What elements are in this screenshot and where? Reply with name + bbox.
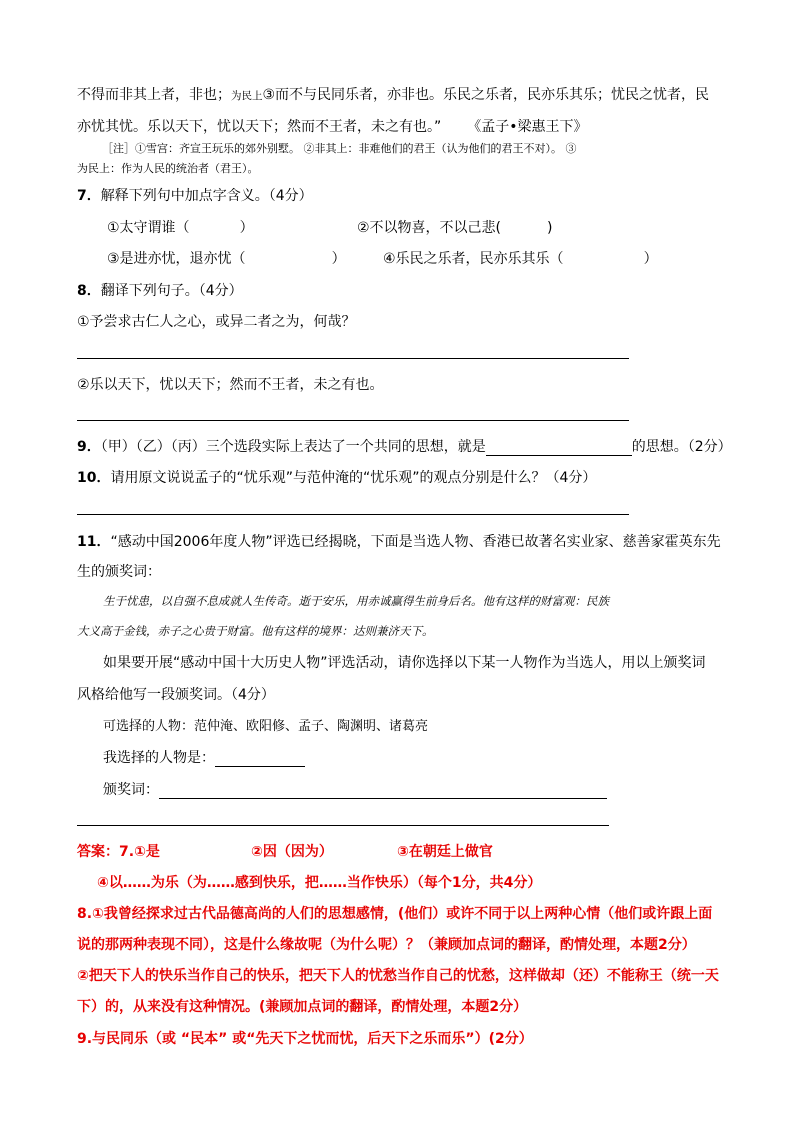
award-quote-line-1: 生于忧患，以自强不息成就人生传奇。逝于安乐，用赤诚赢得生前身后名。他有这样的财富观：民族 bbox=[103, 594, 609, 608]
question-text: 的思想。（2分） bbox=[631, 439, 732, 455]
question-number: 11 bbox=[77, 534, 97, 550]
answer-8-1b: 说的那两种表现不同），这是什么缘故呢（为什么呢）？（兼顾加点词的翻译，酌情处理，本题2分） bbox=[77, 937, 696, 953]
fill-blank[interactable] bbox=[215, 751, 305, 767]
question-text: （甲）（乙）（丙）三个选段实际上表达了一个共同的思想，就是 bbox=[100, 439, 486, 455]
answer-line[interactable] bbox=[77, 358, 629, 359]
answer-line[interactable] bbox=[77, 825, 609, 826]
q7-item-1: ①太守谓谁（ ） bbox=[107, 220, 254, 236]
answer-label: 答案：7. bbox=[77, 844, 135, 860]
q8-sentence-2: ②乐以天下，忧以天下；然而不王者，未之有也。 bbox=[77, 377, 384, 393]
question-10: 10．请用原文说说孟子的“忧乐观”与范仲淹的“忧乐观”的观点分别是什么？（4分） bbox=[77, 470, 597, 486]
q11-award-row bbox=[103, 781, 607, 799]
question-9: 9．（甲）（乙）（丙）三个选段实际上表达了一个共同的思想，就是 的思想。（2分） bbox=[77, 439, 732, 455]
q11-choices: 可选择的人物：范仲淹、欧阳修、孟子、陶渊明、诸葛亮 bbox=[103, 719, 429, 734]
choose-label: 我选择的人物是： bbox=[103, 750, 215, 766]
question-7-title: 7．解释下列句中加点字含义。（4分） bbox=[77, 188, 313, 204]
question-number: 9 bbox=[77, 439, 87, 455]
question-number: 7 bbox=[77, 188, 87, 204]
passage-text: 亦忧其忧。乐以天下，忧以天下；然而不王者，未之有也。” bbox=[77, 119, 442, 135]
answer-7-4: ④以……为乐（为……感到快乐，把……当作快乐）（每个1分，共4分） bbox=[97, 875, 542, 891]
question-number: 10 bbox=[77, 470, 97, 486]
fill-blank[interactable] bbox=[159, 783, 607, 799]
award-quote-line-2: 大义高于金钱，赤子之心贵于财富。他有这样的境界：达则兼济天下。 bbox=[77, 624, 434, 638]
award-label: 颁奖词： bbox=[103, 782, 159, 798]
question-text: “感动中国2006年度人物”评选已经揭晓，下面是当选人物、香港已故著名实业家、慈善家霍英东先 bbox=[110, 534, 721, 550]
q8-sentence-1: ①予尝求古仁人之心，或异二者之为，何哉？ bbox=[77, 314, 356, 330]
question-number: 8 bbox=[77, 283, 87, 299]
fill-blank[interactable] bbox=[486, 440, 632, 456]
passage-line-1 bbox=[77, 86, 709, 105]
answer-7-3: ③在朝廷上做官 bbox=[397, 844, 493, 860]
question-8-title: 8．翻译下列句子。（4分） bbox=[77, 283, 243, 299]
q11-prompt-line-2: 风格给他写一段颁奖词。（4分） bbox=[77, 687, 275, 703]
question-text: 请用原文说说孟子的“忧乐观”与范仲淹的“忧乐观”的观点分别是什么？（4分） bbox=[110, 470, 597, 486]
q7-item-3: ③是进亦忧，退亦忧（ ） bbox=[107, 251, 346, 267]
passage-small-text: 为民上 bbox=[231, 90, 263, 102]
q11-choose-row bbox=[103, 749, 305, 767]
question-text: 翻译下列句子。（4分） bbox=[100, 283, 243, 299]
answer-9: 9.与民同乐（或 “民本” 或“先天下之忧而忧，后天下之乐而乐”）(2分） bbox=[77, 1031, 533, 1047]
passage-line-2 bbox=[77, 118, 588, 136]
passage-text: 不得而非其上者，非也； bbox=[77, 87, 231, 103]
answer-line[interactable] bbox=[77, 514, 629, 515]
answer-line[interactable] bbox=[77, 420, 629, 421]
q7-item-4: ④乐民之乐者，民亦乐其乐（ ） bbox=[383, 251, 658, 267]
note-line-2: 为民上：作为人民的统治者（君王）。 bbox=[77, 162, 259, 175]
answer-8-2a: ②把天下人的快乐当作自己的快乐，把天下人的忧愁当作自己的忧愁，这样做却（还）不能称王（统一天 bbox=[77, 968, 719, 984]
q11-prompt-line-1: 如果要开展“感动中国十大历史人物”评选活动，请你选择以下某一人物作为当选人，用以上颁奖词 bbox=[103, 655, 706, 671]
answer-8-2b: 下）的，从来没有这种情况。(兼顾加点词的翻译，酌情处理，本题2分） bbox=[77, 999, 528, 1015]
q7-item-2: ②不以物喜，不以己悲( ) bbox=[357, 220, 553, 236]
question-11-line-1: 11．“感动中国2006年度人物”评选已经揭晓，下面是当选人物、香港已故著名实业家、慈善家霍英东先 bbox=[77, 534, 721, 550]
answer-7-2: ②因（因为） bbox=[251, 844, 333, 860]
passage-text: ③而不与民同乐者，亦非也。乐民之乐者，民亦乐其乐；忧民之忧者，民 bbox=[262, 87, 710, 103]
question-text: 解释下列句中加点字含义。（4分） bbox=[100, 188, 313, 204]
answer-8-1a: 8.①我曾经探求过古代品德高尚的人们的思想感情，(他们）或许不同于以上两种心情（他们或许跟上面 bbox=[77, 906, 713, 922]
answer-7 bbox=[77, 843, 160, 861]
note-line-1: ［注］①雪宫：齐宣王玩乐的郊外别墅。 ②非其上：非难他们的君王（认为他们的君王不对）。 ③ bbox=[102, 142, 577, 155]
question-11-line-2: 生的颁奖词： bbox=[77, 564, 161, 580]
passage-source: 《孟子•梁惠王下》 bbox=[467, 119, 588, 135]
answer-text: ①是 bbox=[134, 844, 160, 860]
